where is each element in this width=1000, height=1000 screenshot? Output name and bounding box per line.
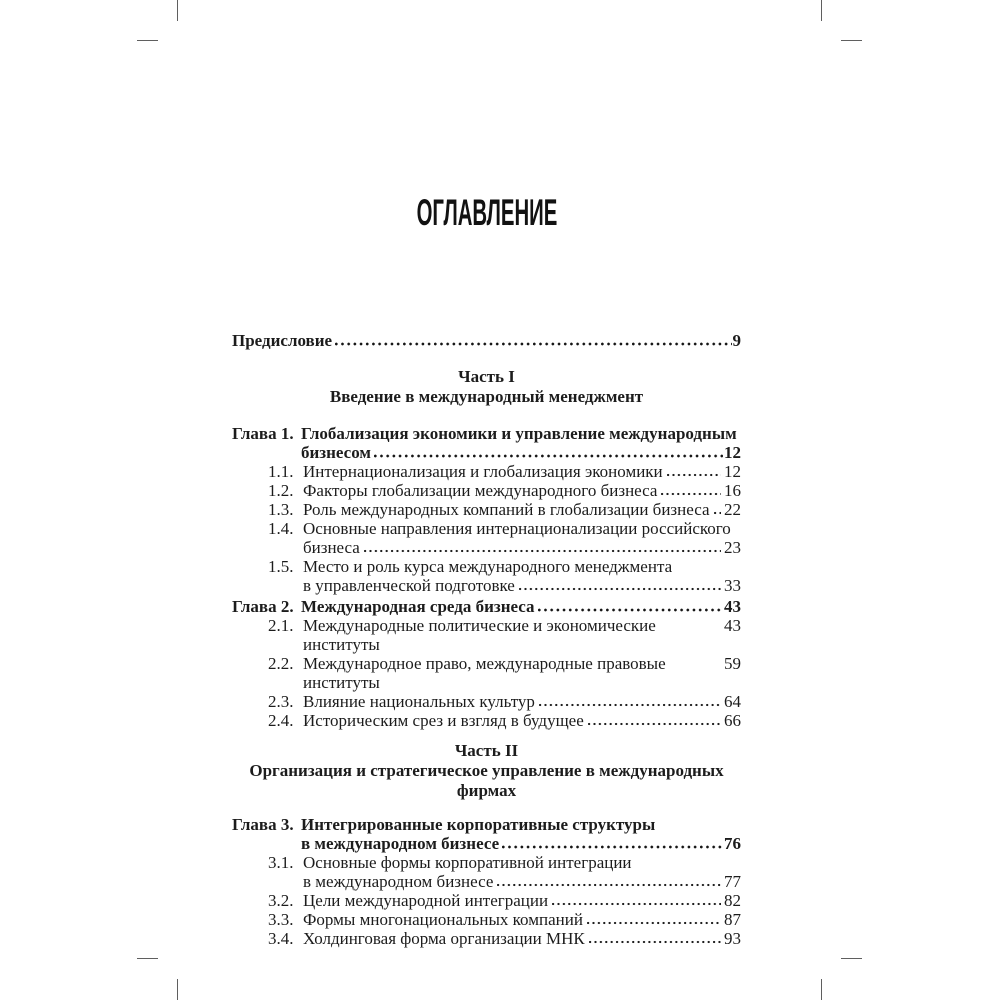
page-number: 76 [724, 834, 741, 853]
crop-mark-bottom-left-horizontal [137, 958, 158, 959]
item-number: 3.3. [268, 910, 294, 929]
toc-sub-item-3-1 [232, 853, 741, 891]
item-text: Основные формы корпоративной интеграции [303, 853, 632, 872]
part-subtitle: Введение в международный менеджмент [329, 387, 644, 406]
dot-leader [552, 901, 721, 907]
dot-leader [502, 844, 723, 850]
item-text: Международные политические и экономические институты [303, 616, 656, 654]
dot-leader [519, 586, 721, 592]
chapter-title-line: в международном бизнесе [301, 834, 500, 853]
toc-entry-chapter-1 [232, 424, 741, 462]
chapter-title-line: бизнесом [301, 443, 371, 462]
item-text: Основные направления интернационализации российского [303, 519, 731, 538]
item-number: 3.4. [268, 929, 294, 948]
item-number: 2.3. [268, 692, 294, 711]
toc-sub-item-2-4 [232, 711, 741, 730]
toc-sub-item-1-1 [232, 462, 741, 481]
item-dotline [303, 929, 741, 948]
item-dotline [303, 711, 741, 730]
toc-sub-item-2-3 [232, 692, 741, 711]
chapter-title-line: Интегрированные корпоративные структуры [301, 815, 656, 834]
toc-sub-item-2-2 [232, 654, 741, 692]
part-heading-2 [232, 741, 741, 801]
part-label: Часть I [458, 367, 515, 386]
dot-leader [538, 607, 724, 613]
toc-sub-item-1-5 [232, 557, 741, 595]
toc-sub-item-3-4 [232, 929, 741, 948]
item-text: Холдинговая форма организации МНК [303, 929, 585, 948]
item-text: Интернационализация и глобализация экономики [303, 462, 663, 481]
preface-label: Предисловие [232, 331, 333, 350]
item-body [303, 519, 741, 557]
item-text: Международное право, международные правовые институты [303, 654, 666, 692]
crop-mark-bottom-right-horizontal [841, 958, 862, 959]
part-subtitle: Организация и стратегическое управление в международных фирмах [249, 761, 724, 800]
item-number: 3.1. [268, 853, 294, 872]
toc-sub-item-1-2 [232, 481, 741, 500]
chapter-title [301, 424, 741, 462]
item-dotline [303, 576, 741, 595]
item-number: 1.4. [268, 519, 294, 538]
dot-leader [714, 510, 721, 516]
dot-leader [667, 472, 721, 478]
page-number: 59 [724, 654, 741, 673]
dot-leader [335, 341, 731, 347]
item-dotline [303, 481, 741, 500]
page-number: 77 [724, 872, 741, 891]
page-number: 87 [724, 910, 741, 929]
crop-mark-top-left-horizontal [137, 40, 158, 41]
part-heading-1 [232, 367, 741, 407]
item-text: бизнеса [303, 538, 360, 557]
item-text: Место и роль курса международного менеджмента [303, 557, 673, 576]
item-number: 2.1. [268, 616, 294, 635]
page-number: 16 [724, 481, 741, 500]
item-text: в управленческой подготовке [303, 576, 515, 595]
table-of-contents [232, 331, 741, 948]
page-title-container [232, 194, 741, 231]
chapter-label: Глава 3. [232, 815, 294, 834]
page-number: 33 [724, 576, 741, 595]
toc-entry-chapter-3 [232, 815, 741, 853]
item-dotline [303, 910, 741, 929]
page-number: 12 [724, 443, 741, 462]
toc-sub-item-1-3 [232, 500, 741, 519]
page-number: 66 [724, 711, 741, 730]
item-body [303, 557, 741, 595]
item-body [303, 853, 741, 891]
item-text: в международном бизнесе [303, 872, 494, 891]
item-number: 3.2. [268, 891, 294, 910]
item-number: 1.3. [268, 500, 294, 519]
page-number: 9 [732, 331, 741, 350]
part-label: Часть II [454, 741, 519, 760]
toc-sub-item-3-2 [232, 891, 741, 910]
item-number: 1.2. [268, 481, 294, 500]
item-text: Роль международных компаний в глобализации бизнеса [303, 500, 710, 519]
dot-leader [588, 721, 721, 727]
page-number: 43 [724, 616, 741, 635]
dot-leader [589, 939, 721, 945]
dot-leader [374, 453, 723, 459]
item-dotline [303, 654, 741, 692]
chapter-title-line: Международная среда бизнеса [301, 597, 535, 616]
item-text: Влияние национальных культур [303, 692, 535, 711]
page-number: 22 [724, 500, 741, 519]
crop-mark-bottom-left-vertical [177, 979, 178, 1000]
chapter-title-dotline [301, 597, 741, 616]
chapter-title-dotline [301, 834, 741, 853]
item-dotline [303, 616, 741, 654]
dot-leader [539, 702, 721, 708]
toc-sub-item-2-1 [232, 616, 741, 654]
item-text: Формы многонациональных компаний [303, 910, 583, 929]
page-number: 93 [724, 929, 741, 948]
crop-mark-bottom-right-vertical [821, 979, 822, 1000]
toc-entry-preface [232, 331, 741, 350]
chapter-label: Глава 1. [232, 424, 294, 443]
item-dotline [303, 500, 741, 519]
page-number: 43 [724, 597, 741, 616]
page-title: ОГЛАВЛЕНИЕ [416, 192, 557, 233]
page-number: 23 [724, 538, 741, 557]
chapter-label: Глава 2. [232, 597, 294, 616]
crop-mark-top-right-vertical [821, 0, 822, 21]
dot-leader [364, 548, 721, 554]
item-dotline [303, 538, 741, 557]
crop-mark-top-left-vertical [177, 0, 178, 21]
dot-leader [497, 882, 721, 888]
item-dotline [303, 692, 741, 711]
chapter-title-dotline [301, 443, 741, 462]
item-text: Цели международной интеграции [303, 891, 549, 910]
dot-leader [587, 920, 721, 926]
page-number: 82 [724, 891, 741, 910]
toc-sub-item-1-4 [232, 519, 741, 557]
item-number: 1.5. [268, 557, 294, 576]
item-number: 2.4. [268, 711, 294, 730]
chapter-title [301, 815, 741, 853]
item-dotline [303, 872, 741, 891]
toc-sub-item-3-3 [232, 910, 741, 929]
chapter-title [301, 597, 741, 616]
item-dotline [303, 891, 741, 910]
toc-entry-chapter-2 [232, 597, 741, 616]
item-text: Факторы глобализации международного бизнеса [303, 481, 658, 500]
chapter-title-line: Глобализация экономики и управление международным [301, 424, 737, 443]
page-number: 64 [724, 692, 741, 711]
dot-leader [661, 491, 721, 497]
item-text: Историческим срез и взгляд в будущее [303, 711, 584, 730]
crop-mark-top-right-horizontal [841, 40, 862, 41]
item-number: 1.1. [268, 462, 294, 481]
page-number: 12 [724, 462, 741, 481]
item-number: 2.2. [268, 654, 294, 673]
item-dotline [303, 462, 741, 481]
